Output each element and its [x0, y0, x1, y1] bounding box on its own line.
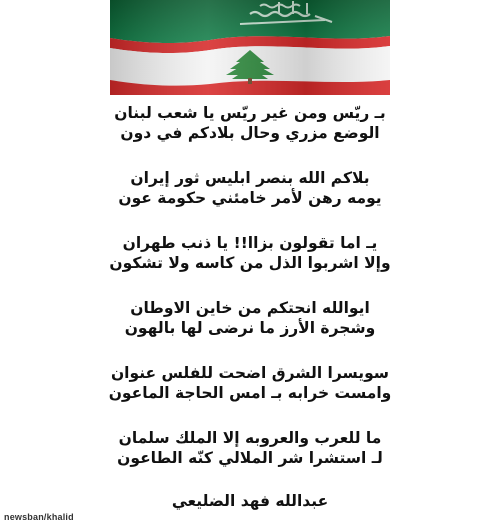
poem-line: يومه رهن لأمر خامئني حكومة عون	[118, 189, 382, 207]
poet-signature: عبدالله فهد الضليعي	[171, 492, 329, 510]
stanza	[0, 298, 500, 338]
poem-line: سويسرا الشرق اضحت للفلس عنوان	[110, 364, 390, 382]
poem-line: ايوالله انحتكم من خاين الاوطان	[130, 299, 370, 317]
poem-line: وامست خرابه بـ امس الحاجة الماعون	[108, 384, 392, 402]
poem-line: بلاكم الله بنصر ابليس ثور إيران	[130, 169, 370, 187]
stanza	[0, 168, 500, 208]
poem-line: بـ ريّس ومن غير ريّس يا شعب لبنان	[114, 104, 386, 122]
poem-line: وإلا اشربوا الذل من كاسه ولا تشكون	[109, 254, 391, 272]
flags-banner-image	[110, 0, 390, 95]
poem	[0, 103, 500, 511]
poem-line: ما للعرب والعروبه إلا الملك سلمان	[118, 429, 382, 447]
poem-line: لـ استشرا شر الملالي كنّه الطاعون	[117, 449, 383, 467]
watermark: newsban/khalid	[4, 512, 74, 522]
poem-line: الوضع مزري وحال بلادكم في دون	[120, 124, 380, 142]
stanza	[0, 233, 500, 273]
stanza	[0, 428, 500, 468]
poem-line: يـ اما تقولون بزاا!! يا ذنب طهران	[122, 234, 378, 252]
stanza	[0, 103, 500, 143]
poem-line: وشجرة الأرز ما نرضى لها بالهون	[124, 319, 376, 337]
saudi-lebanon-flags-icon	[110, 0, 390, 95]
stanza	[0, 363, 500, 403]
